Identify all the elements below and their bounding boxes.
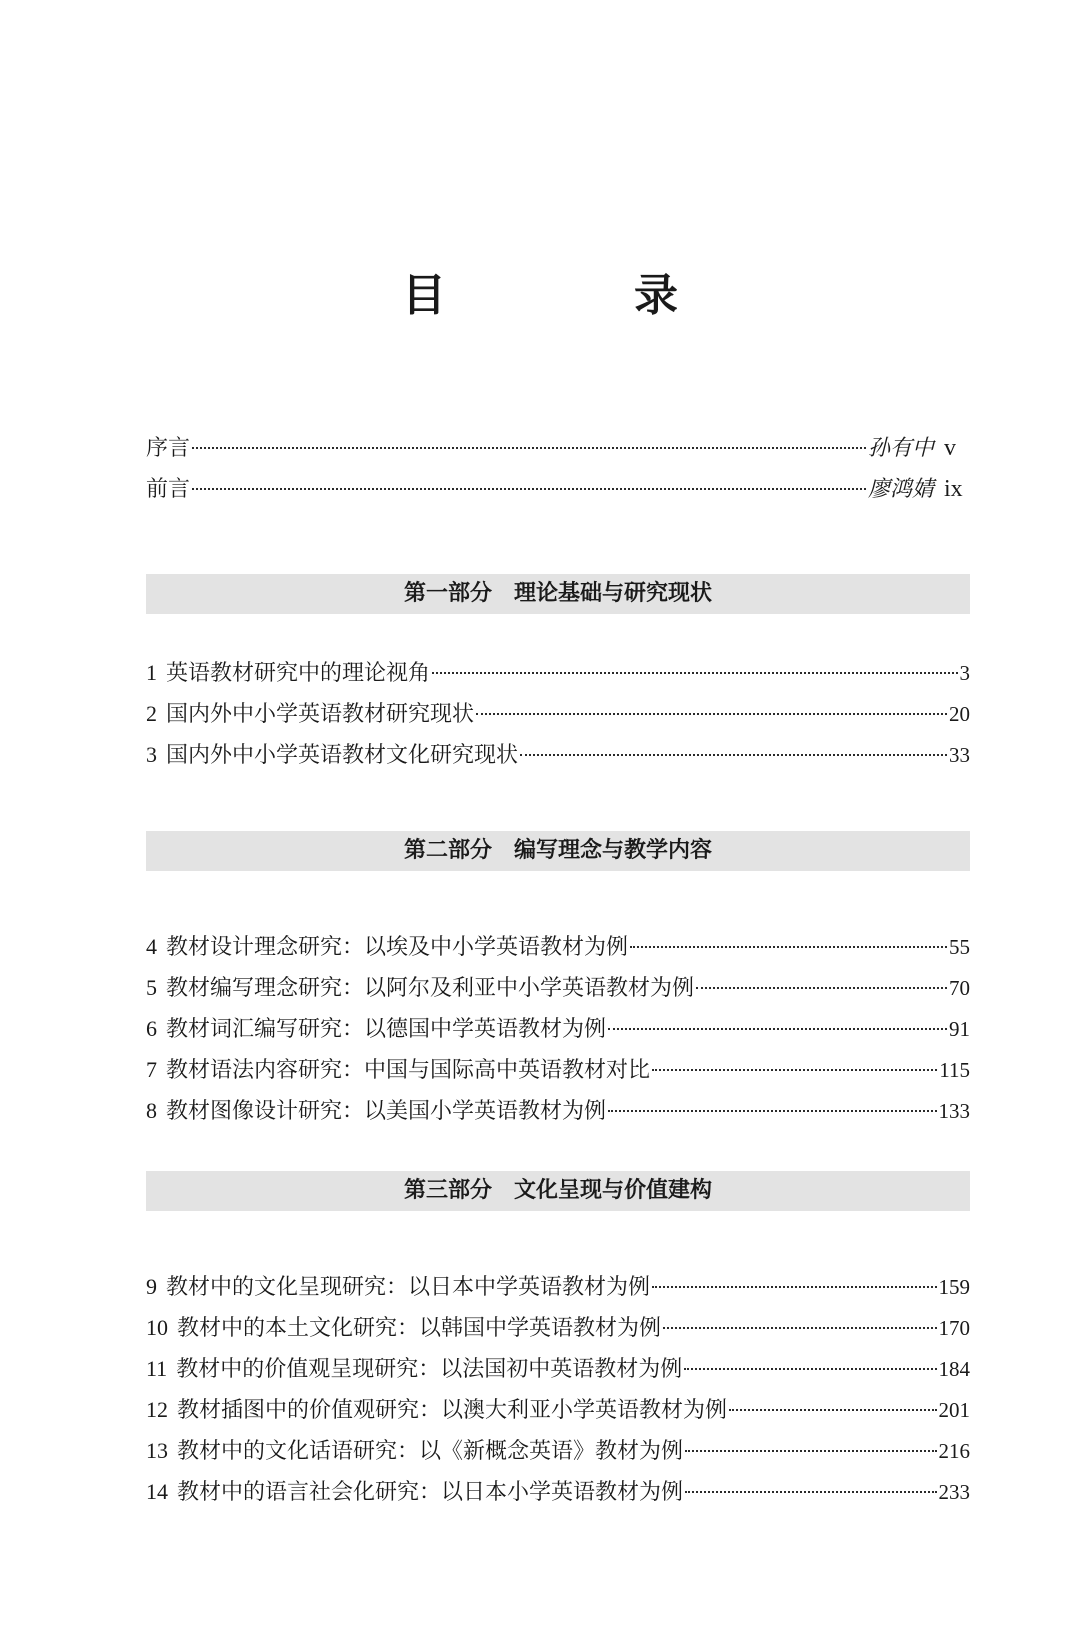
entry-page: ix	[944, 476, 963, 502]
chapter-number: 8	[146, 1098, 157, 1123]
chapter-number: 7	[146, 1057, 157, 1082]
chapter-number: 2	[146, 701, 157, 726]
chapter-title: 国内外中小学英语教材文化研究现状	[166, 743, 519, 768]
chapter-page: 201	[938, 1398, 970, 1422]
toc-entry[interactable]	[146, 1090, 970, 1131]
dot-leader	[520, 754, 947, 756]
part-2-chapters	[146, 926, 970, 1131]
dot-leader	[652, 1069, 937, 1071]
toc-entry[interactable]	[146, 652, 970, 693]
chapter-page: 159	[938, 1275, 970, 1299]
part-3-chapters	[146, 1266, 970, 1512]
front-matter	[146, 428, 970, 510]
chapter-number: 11	[146, 1356, 168, 1381]
dot-leader	[696, 987, 947, 989]
chapter-title: 教材中的本土文化研究：以韩国中学英语教材为例	[177, 1316, 662, 1341]
entry-label: 前言	[146, 477, 191, 502]
chapter-page: 133	[938, 1099, 970, 1123]
part-heading: 第三部分 文化呈现与价值建构	[146, 1171, 970, 1211]
toc-entry[interactable]	[146, 1307, 970, 1348]
chapter-number: 14	[146, 1479, 168, 1504]
chapter-number: 13	[146, 1438, 168, 1463]
chapter-title: 教材词汇编写研究：以德国中学英语教材为例	[166, 1017, 607, 1042]
part-heading: 第二部分 编写理念与教学内容	[146, 831, 970, 871]
chapter-number: 6	[146, 1016, 157, 1041]
chapter-page: 3	[959, 661, 970, 685]
dot-leader	[608, 1110, 936, 1112]
dot-leader	[432, 672, 957, 674]
chapter-number: 3	[146, 742, 157, 767]
chapter-title: 国内外中小学英语教材研究现状	[166, 702, 475, 727]
entry-author: 廖鸿婧	[867, 477, 934, 502]
chapter-page: 91	[949, 1017, 970, 1041]
chapter-title: 教材图像设计研究：以美国小学英语教材为例	[166, 1099, 607, 1124]
chapter-page: 115	[939, 1058, 970, 1082]
chapter-page: 20	[949, 702, 970, 726]
chapter-number: 9	[146, 1274, 157, 1299]
dot-leader	[476, 713, 947, 715]
dot-leader	[729, 1409, 936, 1411]
chapter-page: 55	[949, 935, 970, 959]
chapter-page: 184	[938, 1357, 970, 1381]
chapter-page: 233	[938, 1480, 970, 1504]
toc-entry[interactable]	[146, 1049, 970, 1090]
chapter-title: 教材设计理念研究：以埃及中小学英语教材为例	[166, 935, 629, 960]
chapter-title: 英语教材研究中的理论视角	[166, 661, 431, 686]
chapter-page: 170	[938, 1316, 970, 1340]
dot-leader	[608, 1028, 947, 1030]
toc-entry-foreword[interactable]	[146, 469, 970, 510]
toc-entry[interactable]	[146, 967, 970, 1008]
toc-entry[interactable]	[146, 1266, 970, 1307]
chapter-title: 教材插图中的价值观研究：以澳大利亚小学英语教材为例	[177, 1398, 728, 1423]
toc-entry[interactable]	[146, 1348, 970, 1389]
part-1-chapters	[146, 652, 970, 775]
toc-entry[interactable]	[146, 734, 970, 775]
dot-leader	[630, 946, 947, 948]
chapter-number: 1	[146, 660, 157, 685]
toc-entry[interactable]	[146, 1008, 970, 1049]
entry-label: 序言	[146, 436, 191, 461]
chapter-title: 教材语法内容研究：中国与国际高中英语教材对比	[166, 1058, 651, 1083]
toc-entry-preface[interactable]	[146, 428, 970, 469]
chapter-number: 12	[146, 1397, 168, 1422]
dot-leader	[685, 1491, 936, 1493]
chapter-title: 教材中的文化话语研究：以《新概念英语》教材为例	[177, 1439, 684, 1464]
chapter-title: 教材中的语言社会化研究：以日本小学英语教材为例	[177, 1480, 684, 1505]
toc-entry[interactable]	[146, 693, 970, 734]
chapter-title: 教材中的价值观呈现研究：以法国初中英语教材为例	[176, 1357, 683, 1382]
chapter-title: 教材中的文化呈现研究：以日本中学英语教材为例	[166, 1275, 651, 1300]
toc-entry[interactable]	[146, 1430, 970, 1471]
dot-leader	[684, 1368, 936, 1370]
dot-leader	[192, 488, 866, 490]
dot-leader	[652, 1286, 936, 1288]
chapter-number: 4	[146, 934, 157, 959]
entry-page: v	[944, 435, 956, 461]
chapter-number: 10	[146, 1315, 168, 1340]
chapter-page: 33	[949, 743, 970, 767]
dot-leader	[192, 447, 866, 449]
entry-author: 孙有中	[867, 436, 934, 461]
dot-leader	[663, 1327, 936, 1329]
dot-leader	[685, 1450, 936, 1452]
toc-entry[interactable]	[146, 926, 970, 967]
toc-entry[interactable]	[146, 1389, 970, 1430]
chapter-title: 教材编写理念研究：以阿尔及利亚中小学英语教材为例	[166, 976, 695, 1001]
toc-entry[interactable]	[146, 1471, 970, 1512]
chapter-page: 216	[938, 1439, 970, 1463]
page-title: 目 录	[402, 270, 750, 321]
chapter-page: 70	[949, 976, 970, 1000]
chapter-number: 5	[146, 975, 157, 1000]
part-heading: 第一部分 理论基础与研究现状	[146, 574, 970, 614]
